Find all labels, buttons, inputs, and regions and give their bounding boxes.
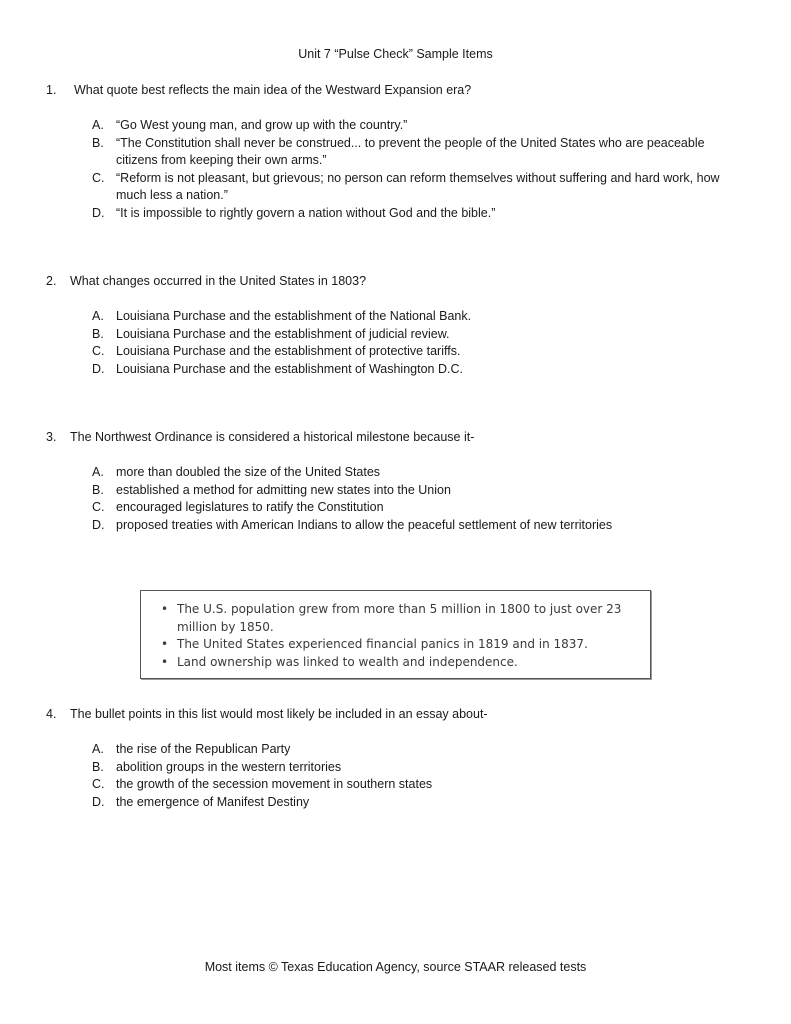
option-letter: B.: [92, 326, 104, 341]
answer-option-b: [92, 482, 732, 500]
option-text: Louisiana Purchase and the establishment of Washington D.C.: [116, 361, 463, 376]
option-text: the rise of the Republican Party: [116, 742, 291, 756]
option-letter: B.: [92, 759, 104, 774]
option-text: the growth of the secession movement in southern states: [116, 777, 433, 791]
question-text: The bullet points in this list would most likely be included in an essay about-: [70, 707, 488, 721]
answer-options: [92, 741, 732, 811]
option-letter: A.: [92, 118, 104, 132]
option-text: “It is impossible to rightly govern a nation without God and the bible.”: [116, 205, 496, 220]
option-letter: C.: [92, 344, 105, 358]
option-letter: A.: [92, 465, 104, 479]
answer-options: [92, 308, 732, 378]
answer-option-d: [92, 205, 732, 223]
option-text: more than doubled the size of the United States: [116, 465, 381, 479]
option-text: Louisiana Purchase and the establishment of the National Bank.: [116, 309, 472, 323]
bullet-icon: •: [161, 602, 169, 616]
option-letter: A.: [92, 742, 104, 756]
bullet-list: [161, 601, 631, 671]
question-number: 4.: [46, 707, 57, 721]
answer-option-c: [92, 499, 732, 517]
bullet-text: The United States experienced financial panics in 1819 and in 1837.: [177, 637, 588, 651]
answer-option-d: [92, 361, 732, 379]
question-text: The Northwest Ordinance is considered a historical milestone because it-: [70, 430, 475, 444]
question-2: [46, 273, 746, 376]
bullet-list-box: [140, 590, 651, 679]
question-number: 1.: [46, 83, 57, 97]
answer-option-a: [92, 464, 732, 482]
answer-options: [92, 117, 732, 222]
answer-option-d: [92, 517, 732, 535]
answer-options: [92, 464, 732, 534]
option-letter: C.: [92, 500, 105, 514]
bullet-icon: •: [161, 654, 169, 669]
footer-credit: Most items © Texas Education Agency, source STAAR released tests: [204, 960, 587, 974]
option-letter: D.: [92, 794, 105, 809]
answer-option-d: [92, 794, 732, 812]
bullet-item: [161, 636, 631, 654]
option-text: established a method for admitting new states into the Union: [116, 482, 451, 497]
question-number: 2.: [46, 274, 57, 288]
option-text: proposed treaties with American Indians to allow the peaceful settlement of new territories: [116, 517, 613, 532]
option-text: “Go West young man, and grow up with the country.”: [116, 118, 408, 132]
option-text: the emergence of Manifest Destiny: [116, 794, 310, 809]
option-text: Louisiana Purchase and the establishment of judicial review.: [116, 326, 450, 341]
question-text: What changes occurred in the United States in 1803?: [70, 274, 367, 288]
answer-option-b: [92, 135, 732, 170]
bullet-item: [161, 654, 631, 672]
option-text: encouraged legislatures to ratify the Constitution: [116, 500, 384, 514]
answer-option-b: [92, 759, 732, 777]
question-text: What quote best reflects the main idea of the Westward Expansion era?: [74, 83, 472, 97]
answer-option-c: [92, 776, 732, 794]
option-letter: D.: [92, 205, 105, 220]
answer-option-a: [92, 741, 732, 759]
bullet-text: Land ownership was linked to wealth and independence.: [177, 654, 518, 669]
question-3: [46, 429, 746, 532]
option-letter: A.: [92, 309, 104, 323]
question-number: 3.: [46, 430, 57, 444]
option-letter: C.: [92, 170, 105, 185]
option-letter: D.: [92, 517, 105, 532]
bullet-icon: •: [161, 637, 169, 651]
answer-option-a: [92, 117, 732, 135]
option-letter: B.: [92, 135, 104, 150]
option-text: Louisiana Purchase and the establishment of protective tariffs.: [116, 344, 461, 358]
answer-option-c: [92, 343, 732, 361]
option-letter: C.: [92, 777, 105, 791]
option-text: “Reform is not pleasant, but grievous; no person can reform themselves without suffering and hard work, how much less a nation.”: [116, 170, 720, 202]
bullet-item: [161, 601, 631, 636]
bullet-text: The U.S. population grew from more than 5 million in 1800 to just over 23 million by 1850.: [177, 602, 622, 634]
answer-option-c: [92, 170, 732, 205]
question-4: [46, 706, 746, 809]
page-title: Unit 7 “Pulse Check” Sample Items: [298, 47, 493, 61]
option-letter: B.: [92, 482, 104, 497]
option-letter: D.: [92, 361, 105, 376]
answer-option-a: [92, 308, 732, 326]
question-1: [46, 82, 746, 220]
option-text: abolition groups in the western territories: [116, 759, 342, 774]
answer-option-b: [92, 326, 732, 344]
option-text: “The Constitution shall never be construed... to prevent the people of the United States who are peaceable citizens from keeping their own arms.”: [116, 135, 705, 167]
